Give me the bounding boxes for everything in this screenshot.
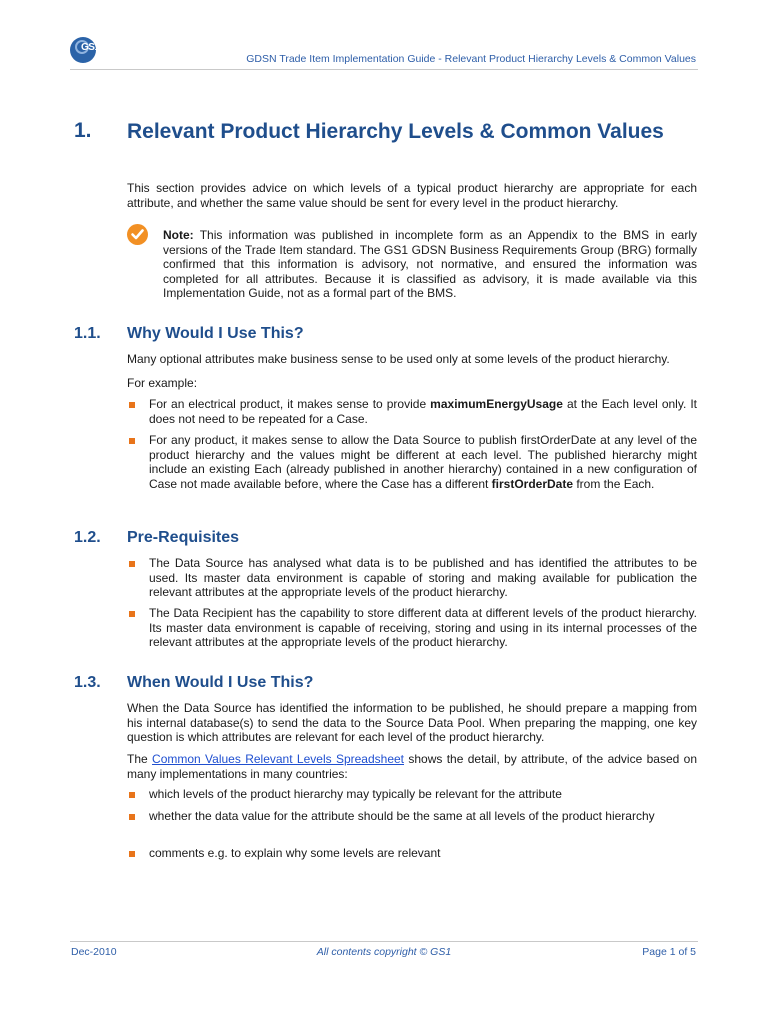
note-paragraph: [163, 228, 697, 301]
note-label: Note:: [163, 228, 194, 242]
square-bullet-icon: [129, 402, 135, 408]
square-bullet-icon: [129, 851, 135, 857]
section-1-1-title: Why Would I Use This?: [127, 325, 304, 342]
section-1-number: 1.: [74, 119, 92, 142]
list-item-text: For any product, it makes sense to allow the Data Source to publish firstOrderDate at any level of the product hierarchy and the values might be different at each level. The published hierarchy might include an existing Each (already published in another hierarchy) contained in a new configuration of Case not made available before, where the Case has a different: [149, 433, 697, 491]
footer-divider: [70, 941, 698, 942]
attribute-name: firstOrderDate: [491, 476, 574, 491]
section-1-1-para1: Many optional attributes make business sense to be used only at some levels of the product hierarchy.: [127, 352, 670, 366]
square-bullet-icon: [129, 792, 135, 798]
list-item-text: from the Each.: [573, 476, 655, 491]
list-item: which levels of the product hierarchy may typically be relevant for the attribute: [149, 787, 562, 801]
section-1-intro: This section provides advice on which levels of a typical product hierarchy are appropriate for each attribute, and whether the same value should be sent for every level in the product hierarchy.: [127, 181, 697, 210]
list-item-text: For an electrical product, it makes sense to provide: [149, 397, 431, 411]
attribute-name: maximumEnergyUsage: [430, 397, 563, 411]
section-1-2-number: 1.2.: [74, 529, 101, 546]
list-item-text: at the Each level only. It does not need to be repeated for a Case.: [149, 397, 697, 426]
square-bullet-icon: [129, 438, 135, 444]
header-divider: [70, 69, 698, 70]
logo-text: GS1: [81, 42, 100, 53]
section-1-3-number: 1.3.: [74, 674, 101, 691]
section-1-1-number: 1.1.: [74, 325, 101, 342]
list-item: The Data Recipient has the capability to store different data at different levels of the product hierarchy. Its master data environment is capable of receiving, storing and using in its internal processes of the relevant attributes at the appropriate levels of the product hierarchy.: [149, 606, 697, 650]
section-1-3-title: When Would I Use This?: [127, 674, 314, 691]
section-1-3-para1: When the Data Source has identified the information to be published, he should prepare a mapping from his internal database(s) to send the data to the Source Data Pool. When preparing the mapping, one key question is which attributes are relevant for each level of the product hierarchy.: [127, 701, 697, 745]
square-bullet-icon: [129, 561, 135, 567]
footer-page-number: Page 1 of 5: [642, 946, 696, 958]
list-item: whether the data value for the attribute should be the same at all levels of the product hierarchy: [149, 809, 655, 823]
section-1-1-para2: For example:: [127, 376, 198, 390]
paragraph-text: The: [127, 752, 153, 766]
section-1-title: Relevant Product Hierarchy Levels & Common Values: [127, 120, 664, 143]
section-1-3-para2: [127, 752, 697, 781]
list-item: [149, 397, 697, 426]
list-item: [149, 433, 697, 491]
spreadsheet-link[interactable]: Common Values Relevant Levels Spreadsheet: [152, 752, 405, 766]
footer-copyright: All contents copyright © GS1: [316, 946, 452, 958]
checkmark-note-icon: [127, 224, 148, 245]
section-1-2-title: Pre-Requisites: [127, 529, 240, 546]
note-text: This information was published in incomplete form as an Appendix to the BMS in early versions of the Trade Item standard. The GS1 GDSN Business Requirements Group (BRG) formally confirmed that this information is advisory, not normative, and ensured the information was completed for all attributes. Because it is classified as advisory, it is made available via this Implementation Guide, not as a formal part of the BMS.: [163, 228, 697, 301]
paragraph-text: shows the detail, by attribute, of the advice based on many implementations in many countries:: [127, 752, 698, 781]
footer-date: Dec-2010: [71, 946, 117, 958]
list-item: comments e.g. to explain why some levels are relevant: [149, 846, 441, 860]
list-item: The Data Source has analysed what data is to be published and has identified the attributes to be used. Its master data environment is capable of storing and making available for publication the relevant attributes at the appropriate levels of the product hierarchy.: [149, 556, 697, 600]
square-bullet-icon: [129, 814, 135, 820]
running-header: GDSN Trade Item Implementation Guide - Relevant Product Hierarchy Levels & Common Values: [246, 53, 696, 65]
square-bullet-icon: [129, 611, 135, 617]
